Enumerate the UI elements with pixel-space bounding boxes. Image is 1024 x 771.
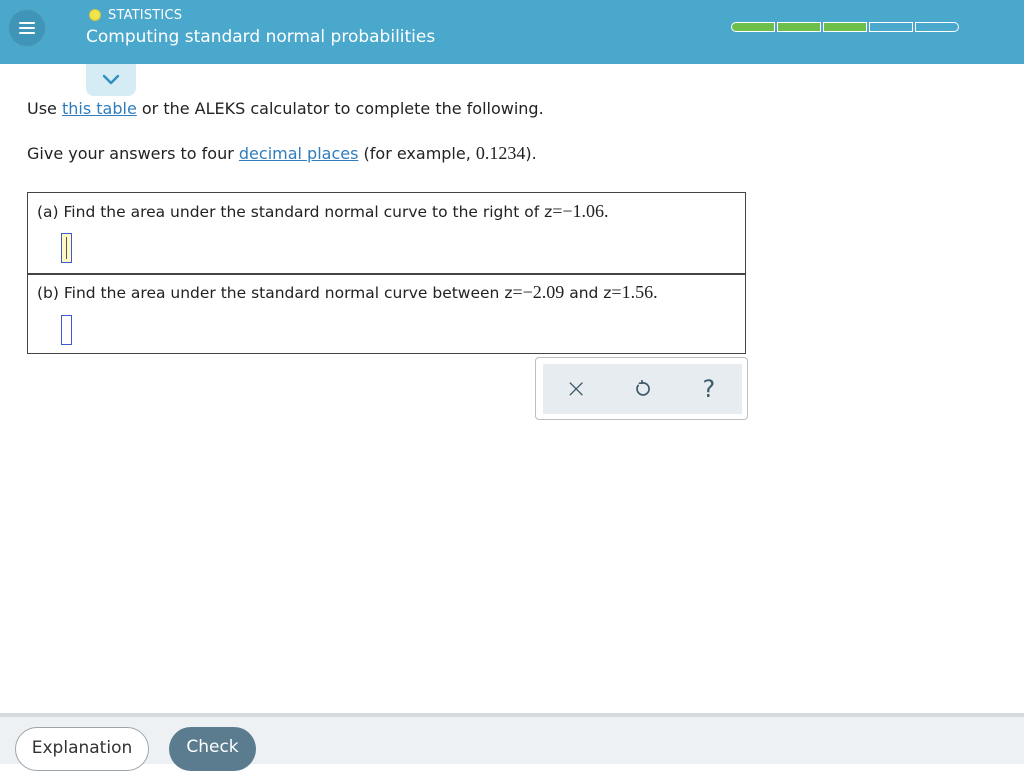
chevron-down-icon — [102, 74, 120, 86]
z-variable: z — [603, 284, 612, 302]
question-b-prompt: (b) Find the area under the standard normal curve between — [37, 284, 505, 302]
instruction-text: (for example, — [358, 144, 476, 163]
question-a-text — [37, 201, 609, 222]
period: . — [653, 282, 658, 302]
progress-segment — [731, 22, 775, 32]
z-value-upper: 1.56 — [621, 282, 654, 302]
answer-a-input[interactable] — [61, 233, 72, 263]
top-bar — [0, 0, 1024, 64]
progress-segment — [777, 22, 821, 32]
text-cursor — [66, 237, 67, 259]
question-a-prompt: (a) Find the area under the standard normal curve to the right of — [37, 203, 545, 221]
equals-sign: = — [611, 282, 622, 302]
table-link[interactable]: this table — [61, 99, 137, 118]
clear-button[interactable] — [556, 369, 596, 409]
example-value: 0.1234 — [475, 143, 526, 163]
undo-button[interactable] — [622, 369, 662, 409]
topic-label: STATISTICS — [108, 7, 183, 23]
instruction-text: ). — [525, 144, 537, 163]
help-icon: ? — [702, 375, 716, 403]
and-word: and — [564, 284, 604, 302]
decimal-places-link[interactable]: decimal places — [238, 144, 359, 163]
topic-status-dot — [89, 9, 101, 21]
close-icon: × — [565, 374, 588, 404]
equals-sign: = — [552, 201, 563, 221]
bottom-bar — [0, 713, 1024, 764]
instruction-line-2 — [27, 143, 537, 164]
z-variable: z — [504, 284, 513, 302]
instruction-text: Give your answers to four — [27, 144, 239, 163]
topic-line — [89, 7, 182, 23]
answer-b-input[interactable] — [61, 315, 72, 345]
progress-bar — [731, 22, 959, 32]
help-button[interactable] — [689, 369, 729, 409]
z-value: −1.06 — [562, 201, 605, 221]
menu-icon[interactable] — [8, 9, 46, 47]
instruction-text: Use — [27, 99, 62, 118]
check-button[interactable]: Check — [169, 727, 256, 771]
instruction-line-1 — [27, 99, 544, 118]
progress-segment — [915, 22, 959, 32]
question-b-text — [37, 282, 658, 303]
page-title: Computing standard normal probabilities — [86, 27, 436, 47]
period: . — [604, 201, 609, 221]
collapse-toggle-button[interactable] — [86, 64, 136, 96]
explanation-button[interactable]: Explanation — [15, 727, 149, 771]
undo-icon — [633, 380, 651, 398]
instruction-text: or the ALEKS calculator to complete the following. — [136, 99, 544, 118]
answer-tools-bar — [543, 364, 742, 414]
equals-sign: = — [512, 282, 523, 302]
answer-tools-panel — [535, 357, 748, 420]
question-box — [27, 192, 746, 354]
z-variable: z — [544, 203, 553, 221]
progress-segment — [869, 22, 913, 32]
divider — [28, 273, 745, 275]
progress-segment — [823, 22, 867, 32]
z-value-lower: −2.09 — [522, 282, 565, 302]
